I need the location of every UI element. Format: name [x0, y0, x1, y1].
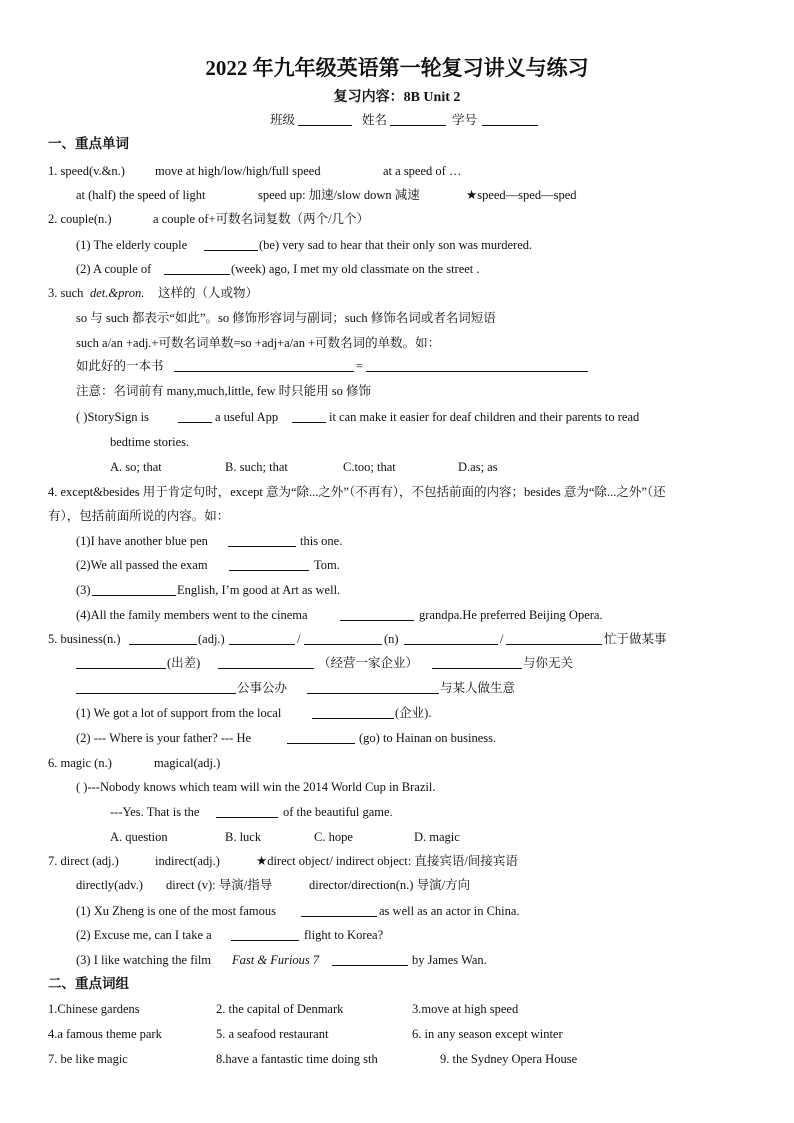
name-blank[interactable] — [390, 112, 446, 126]
phrase-item: 1.Chinese gardens — [48, 1002, 140, 1016]
answer-blank[interactable] — [312, 705, 394, 719]
answer-blank[interactable] — [76, 680, 236, 694]
option-d[interactable]: D. magic — [414, 830, 460, 844]
answer-blank[interactable] — [292, 409, 326, 423]
answer-blank[interactable] — [404, 631, 498, 645]
phrase-item: 7. be like magic — [48, 1052, 128, 1066]
phrase-item: 4.a famous theme park — [48, 1027, 162, 1041]
option-a[interactable]: A. so; that — [110, 460, 162, 474]
answer-blank[interactable] — [129, 631, 197, 645]
answer-blank[interactable] — [366, 358, 588, 372]
option-d[interactable]: D.as; as — [458, 460, 498, 474]
answer-blank[interactable] — [432, 655, 522, 669]
name-label: 姓名 — [362, 113, 388, 127]
answer-blank[interactable] — [174, 358, 354, 372]
id-blank[interactable] — [482, 112, 538, 126]
answer-blank[interactable] — [204, 237, 258, 251]
option-b[interactable]: B. such; that — [225, 460, 288, 474]
id-label: 学号 — [452, 113, 478, 127]
answer-blank[interactable] — [287, 730, 355, 744]
answer-blank[interactable] — [506, 631, 602, 645]
answer-blank[interactable] — [332, 952, 408, 966]
answer-blank[interactable] — [76, 655, 166, 669]
option-a[interactable]: A. question — [110, 830, 168, 844]
answer-blank[interactable] — [178, 409, 212, 423]
answer-blank[interactable] — [228, 533, 296, 547]
option-c[interactable]: C. hope — [314, 830, 353, 844]
phrase-item: 6. in any season except winter — [412, 1027, 563, 1041]
answer-blank[interactable] — [304, 631, 382, 645]
page-title: 2022 年九年级英语第一轮复习讲义与练习 — [205, 56, 589, 80]
answer-blank[interactable] — [231, 927, 299, 941]
answer-blank[interactable] — [229, 557, 309, 571]
answer-blank[interactable] — [307, 680, 439, 694]
answer-blank[interactable] — [218, 655, 314, 669]
option-b[interactable]: B. luck — [225, 830, 262, 844]
phrase-item: 9. the Sydney Opera House — [440, 1052, 578, 1066]
phrase-item: 3.move at high speed — [412, 1002, 519, 1016]
answer-blank[interactable] — [216, 804, 278, 818]
phrase-item: 5. a seafood restaurant — [216, 1027, 329, 1041]
answer-blank[interactable] — [229, 631, 295, 645]
class-blank[interactable] — [298, 112, 352, 126]
phrase-item: 2. the capital of Denmark — [216, 1002, 344, 1016]
phrase-item: 8.have a fantastic time doing sth — [216, 1052, 378, 1066]
answer-blank[interactable] — [301, 903, 377, 917]
answer-blank[interactable] — [92, 582, 176, 596]
answer-blank[interactable] — [340, 607, 414, 621]
class-label: 班级 — [270, 113, 296, 127]
page-subtitle: 复习内容：8B Unit 2 — [333, 90, 461, 105]
answer-blank[interactable] — [164, 261, 230, 275]
option-c[interactable]: C.too; that — [343, 460, 396, 474]
